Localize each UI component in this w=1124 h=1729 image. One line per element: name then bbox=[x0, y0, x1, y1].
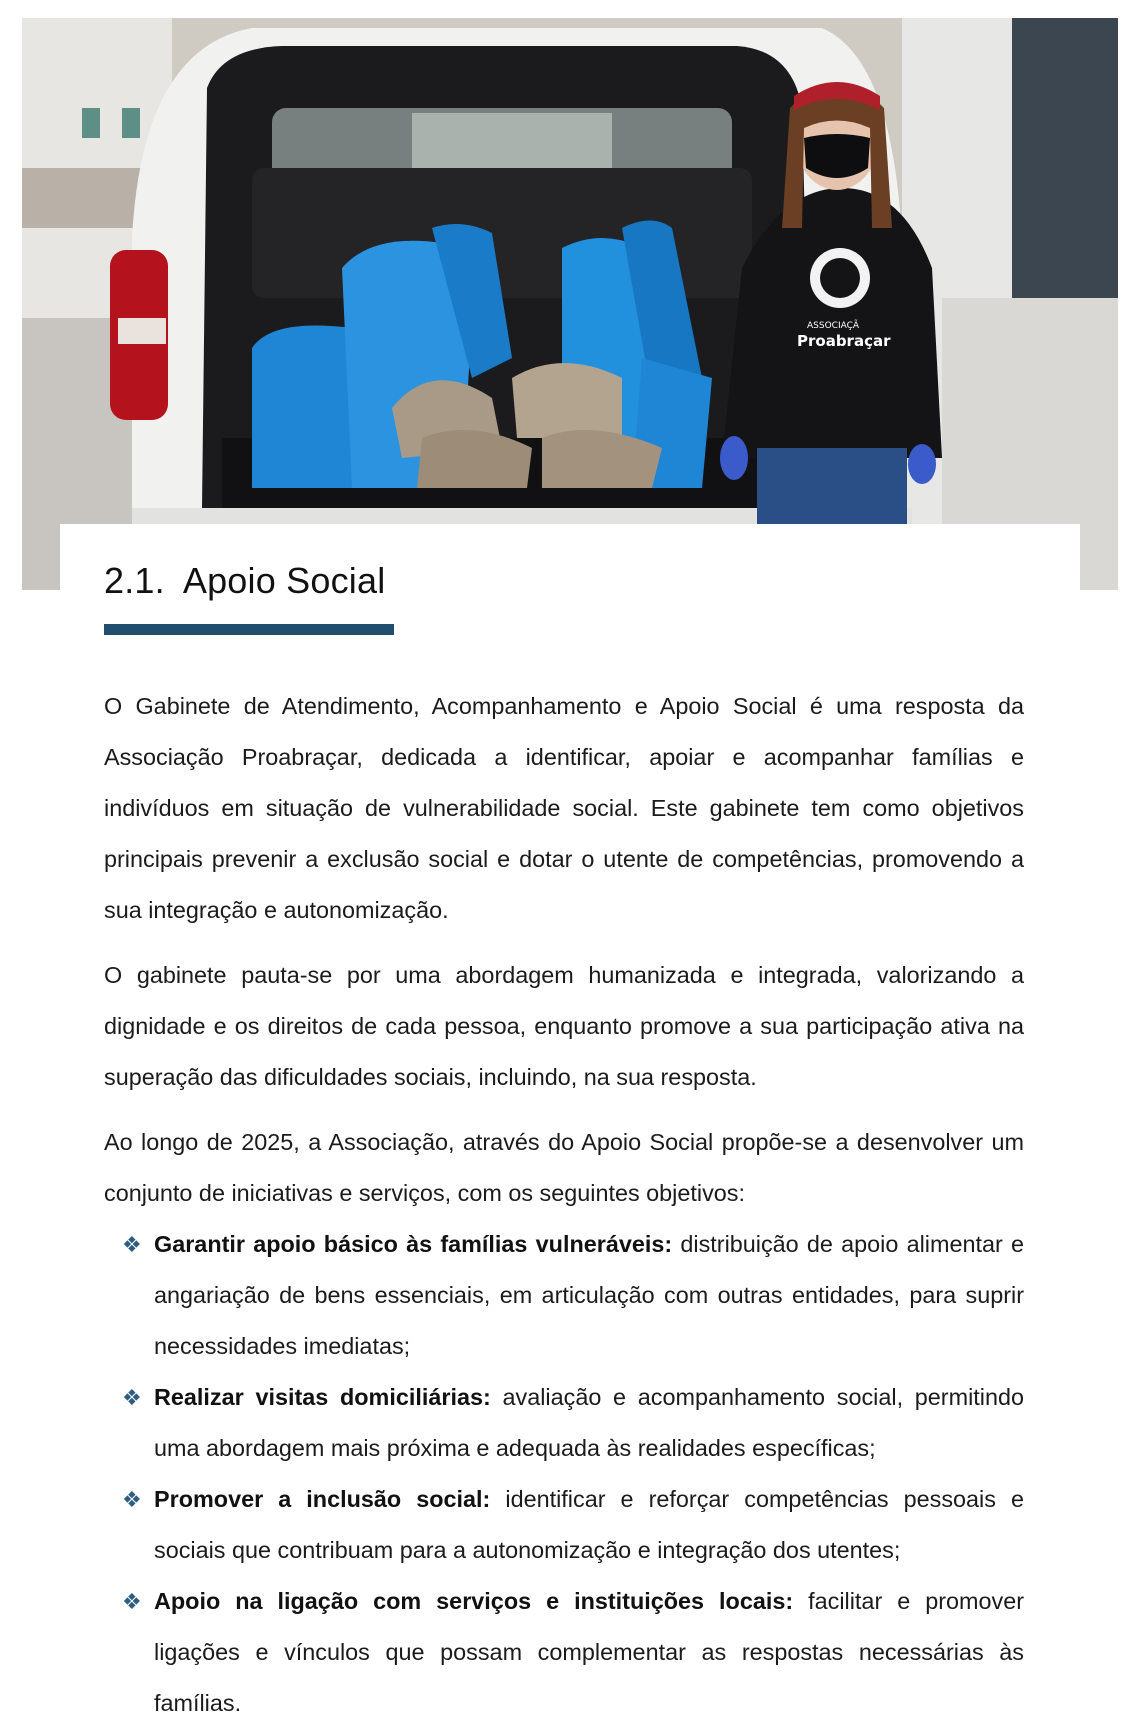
diamond-bullet-icon: ❖ bbox=[122, 1385, 142, 1410]
objective-text: identificar e reforçar competências pessoais e sociais que contribuam para a autonomização e integração dos utentes; bbox=[154, 1486, 1024, 1563]
objective-text: facilitar e promover ligações e vínculos que possam complementar as respostas necessárias às famílias. bbox=[154, 1588, 1024, 1716]
paragraph-approach: O gabinete pauta-se por uma abordagem humanizada e integrada, valorizando a dignidade e os direitos de cada pessoa, enquanto promove a sua participação ativa na superação das dificuldades sociais, incluindo, na sua resposta. bbox=[104, 962, 1024, 1090]
objective-title: Promover a inclusão social: bbox=[154, 1486, 491, 1512]
section-number: 2.1. bbox=[104, 560, 165, 601]
heading-underline bbox=[104, 624, 394, 635]
list-item bbox=[104, 1372, 1024, 1474]
list-item bbox=[104, 1576, 1024, 1729]
section-title: Apoio Social bbox=[182, 560, 386, 601]
header-photo bbox=[22, 18, 1118, 590]
objective-title: Garantir apoio básico às famílias vulneráveis: bbox=[154, 1231, 673, 1257]
objective-title: Realizar visitas domiciliárias: bbox=[154, 1384, 491, 1410]
diamond-bullet-icon: ❖ bbox=[122, 1487, 142, 1512]
shirt-text-brand: Proabraçar bbox=[797, 332, 891, 350]
paragraph-objectives-intro: Ao longo de 2025, a Associação, através do Apoio Social propõe-se a desenvolver um conjunto de iniciativas e serviços, com os seguintes objetivos: bbox=[104, 1129, 1024, 1206]
list-item bbox=[104, 1219, 1024, 1372]
objective-text: distribuição de apoio alimentar e angariação de bens essenciais, em articulação com outras entidades, para suprir necessidades imediatas; bbox=[154, 1231, 1024, 1359]
objective-title: Apoio na ligação com serviços e instituições locais: bbox=[154, 1588, 794, 1614]
paragraph-intro: O Gabinete de Atendimento, Acompanhamento e Apoio Social é uma resposta da Associação Proabraçar, dedicada a identificar, apoiar e acompanhar famílias e indivíduos em situação de vulnerabilidade social. Este gabinete tem como objetivos principais prevenir a exclusão social e dotar o utente de competências, promovendo a sua integração e autonomização. bbox=[104, 693, 1024, 923]
list-item bbox=[104, 1474, 1024, 1576]
diamond-bullet-icon: ❖ bbox=[122, 1232, 142, 1257]
diamond-bullet-icon: ❖ bbox=[122, 1589, 142, 1614]
objective-text: avaliação e acompanhamento social, permitindo uma abordagem mais próxima e adequada às realidades específicas; bbox=[154, 1384, 1024, 1461]
shirt-text-top: ASSOCIAÇÃ bbox=[807, 321, 860, 331]
objectives-list bbox=[104, 1219, 1024, 1729]
section-heading bbox=[104, 560, 385, 602]
section-body bbox=[104, 681, 1024, 1729]
van-volunteer-illustration bbox=[22, 18, 1118, 590]
